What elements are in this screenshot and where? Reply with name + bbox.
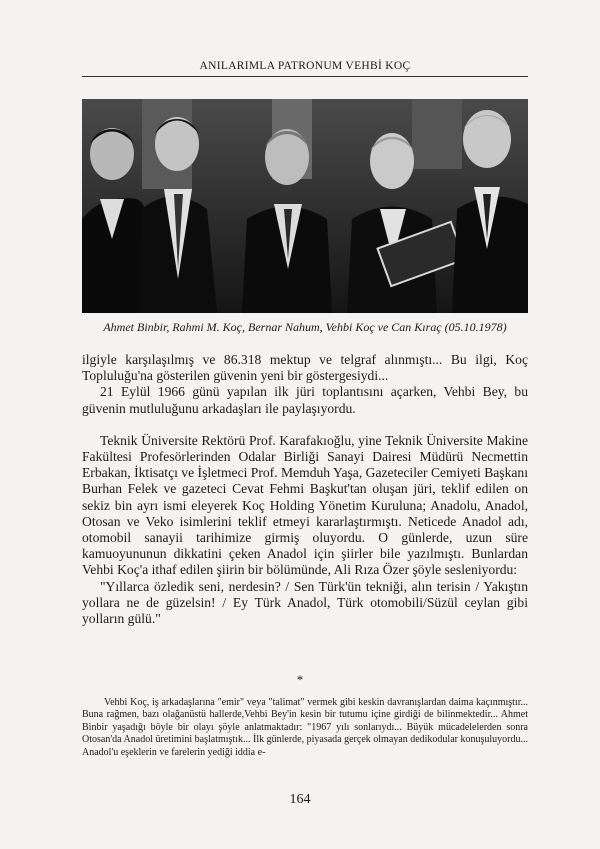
paragraph: 21 Eylül 1966 günü yapılan ilk jüri toplantısını açarken, Vehbi Bey, bu güvenin mutluluğunu arkadaşları ile paylaşıyordu.: [82, 384, 528, 416]
poem-quote: "Yıllarca özledik seni, nerdesin? / Sen Türk'ün tekniği, alın terisin / Yakıştın yollara ne de güzelsin! / Ey Türk Anadol, Türk otomobili/Süzül ceylan gibi yolların gülü.": [82, 578, 528, 627]
running-header: ANILARIMLA PATRONUM VEHBİ KOÇ: [199, 60, 411, 72]
paragraph: Teknik Üniversite Rektörü Prof. Karafakıoğlu, yine Teknik Üniversite Makine Fakültesi Profesörlerinden Odalar Birliği Sanayi Dairesi Müdürü Necmettin Erbakan, İktisatçı ve İşletmeci Prof. Memduh Yaşa, Gazeteciler Cemiyeti Başkanı Burhan Felek ve gazeteci Cevat Fehmi Başkut'tan oluşan jüri, teklif edilen on sekiz bin ayrı ismi eleyerek Koç Holding Yönetim Kuruluna; Anadolu, Anadol, Otosan ve Veko isimlerini teklif etmeyi kararlaştırmıştı. Neticede Anadol adı, otomobil sanayii tarihimize girmiş oluyordu. O günlerde, uzun süre kamuoyununun dikkatini çeken Anadol için şiirler bile yazılmıştı. Bunlardan Vehbi Koç'a ithaf edilen şiirin bir bölümünde, Ali Rıza Özer şöyle sesleniyordu:: [82, 432, 528, 578]
group-photo: [82, 99, 528, 313]
body-text: [82, 352, 528, 627]
paragraph: ilgiyle karşılaşılmış ve 86.318 mektup ve telgraf alınmıştı... Bu ilgi, Koç Topluluğu'na gösterilen güvenin yeni bir göstergesiydi...: [82, 352, 528, 384]
header-rule: [82, 76, 528, 77]
page-number: 164: [289, 792, 311, 807]
photo-caption: Ahmet Binbir, Rahmi M. Koç, Bernar Nahum, Vehbi Koç ve Can Kıraç (05.10.1978): [103, 320, 507, 334]
footnote: Vehbi Koç, iş arkadaşlarına "emir" veya "talimat" vermek gibi keskin davranışlardan daima kaçınmıştır... Buna rağmen, bazı olağanüstü hallerde,Vehbi Bey'in kesin bir tutumu içine girdiği de bilinmektedir... Ahmet Binbir yaşadığı böyle bir olayı şöyle anlatmaktadır: "1967 yılı sonlarıydı... Büyük mücadelelerden sonra Otosan'da Anadol üretimini başlatmıştık... İlk günlerde, piyasada gerçek olmayan dedikodular konuşuluyordu... Anadol'u eşeklerin ve farelerin yediği iddia e-: [82, 697, 528, 758]
section-separator: *: [296, 672, 304, 687]
